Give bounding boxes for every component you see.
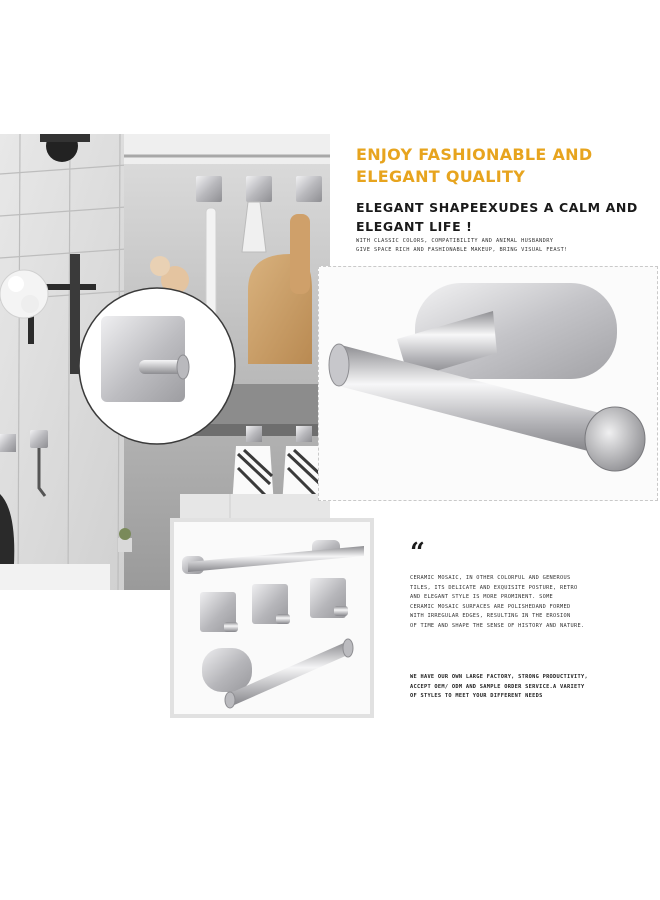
factory-text-line-1: WE HAVE OUR OWN LARGE FACTORY, STRONG PRODUCTIVITY, [410,674,588,680]
paper-holder-product-photo [318,266,658,501]
description-line-4: CERAMIC MOSAIC SURFACES ARE POLISHEDAND FORMED [410,603,571,610]
intro-text-line-2: GIVE SPACE RICH AND FASHIONABLE MAKEUP, BRING VISUAL FEAST! [356,247,568,253]
headline-line-2: ELEGANT QUALITY [356,167,526,186]
hook-closeup-circle [77,286,237,446]
description-line-2: TILES, ITS DELICATE AND EXQUISITE POSTURE, RETRO [410,584,578,591]
headline [356,144,636,188]
factory-text-line-2: ACCEPT OEM/ ODM AND SAMPLE ORDER SERVICE.A VARIETY [410,683,585,690]
factory-text-line-3: OF STYLES TO MEET YOUR DIFFERENT NEEDS [410,693,543,699]
quote-mark-icon: “ [410,538,425,568]
description-line-3: AND ELEGANT STYLE IS MORE PROMINENT. SOME [410,594,554,600]
description-line-1: CERAMIC MOSAIC, IN OTHER COLORFUL AND GENEROUS [410,575,571,581]
headline-line-1: ENJOY FASHIONABLE AND [356,145,593,164]
intro-text-line-1: WITH CLASSIC COLORS, COMPATIBILITY AND ANIMAL HUSBANDRY [356,238,554,244]
accessory-kit-photo [170,518,374,718]
description-line-5: WITH IRREGULAR EDGES, RESULTING IN THE EROSION [410,613,571,619]
subheadline [356,198,656,236]
description-line-6: OF TIME AND SHAPE THE SENSE OF HISTORY AND NATURE. [410,622,585,629]
intro-text [356,237,656,255]
subheadline-line-1: ELEGANT SHAPEEXUDES A CALM AND [356,200,638,215]
subheadline-line-2: ELEGANT LIFE ! [356,219,473,234]
factory-text [410,673,650,702]
description-text [410,574,640,631]
